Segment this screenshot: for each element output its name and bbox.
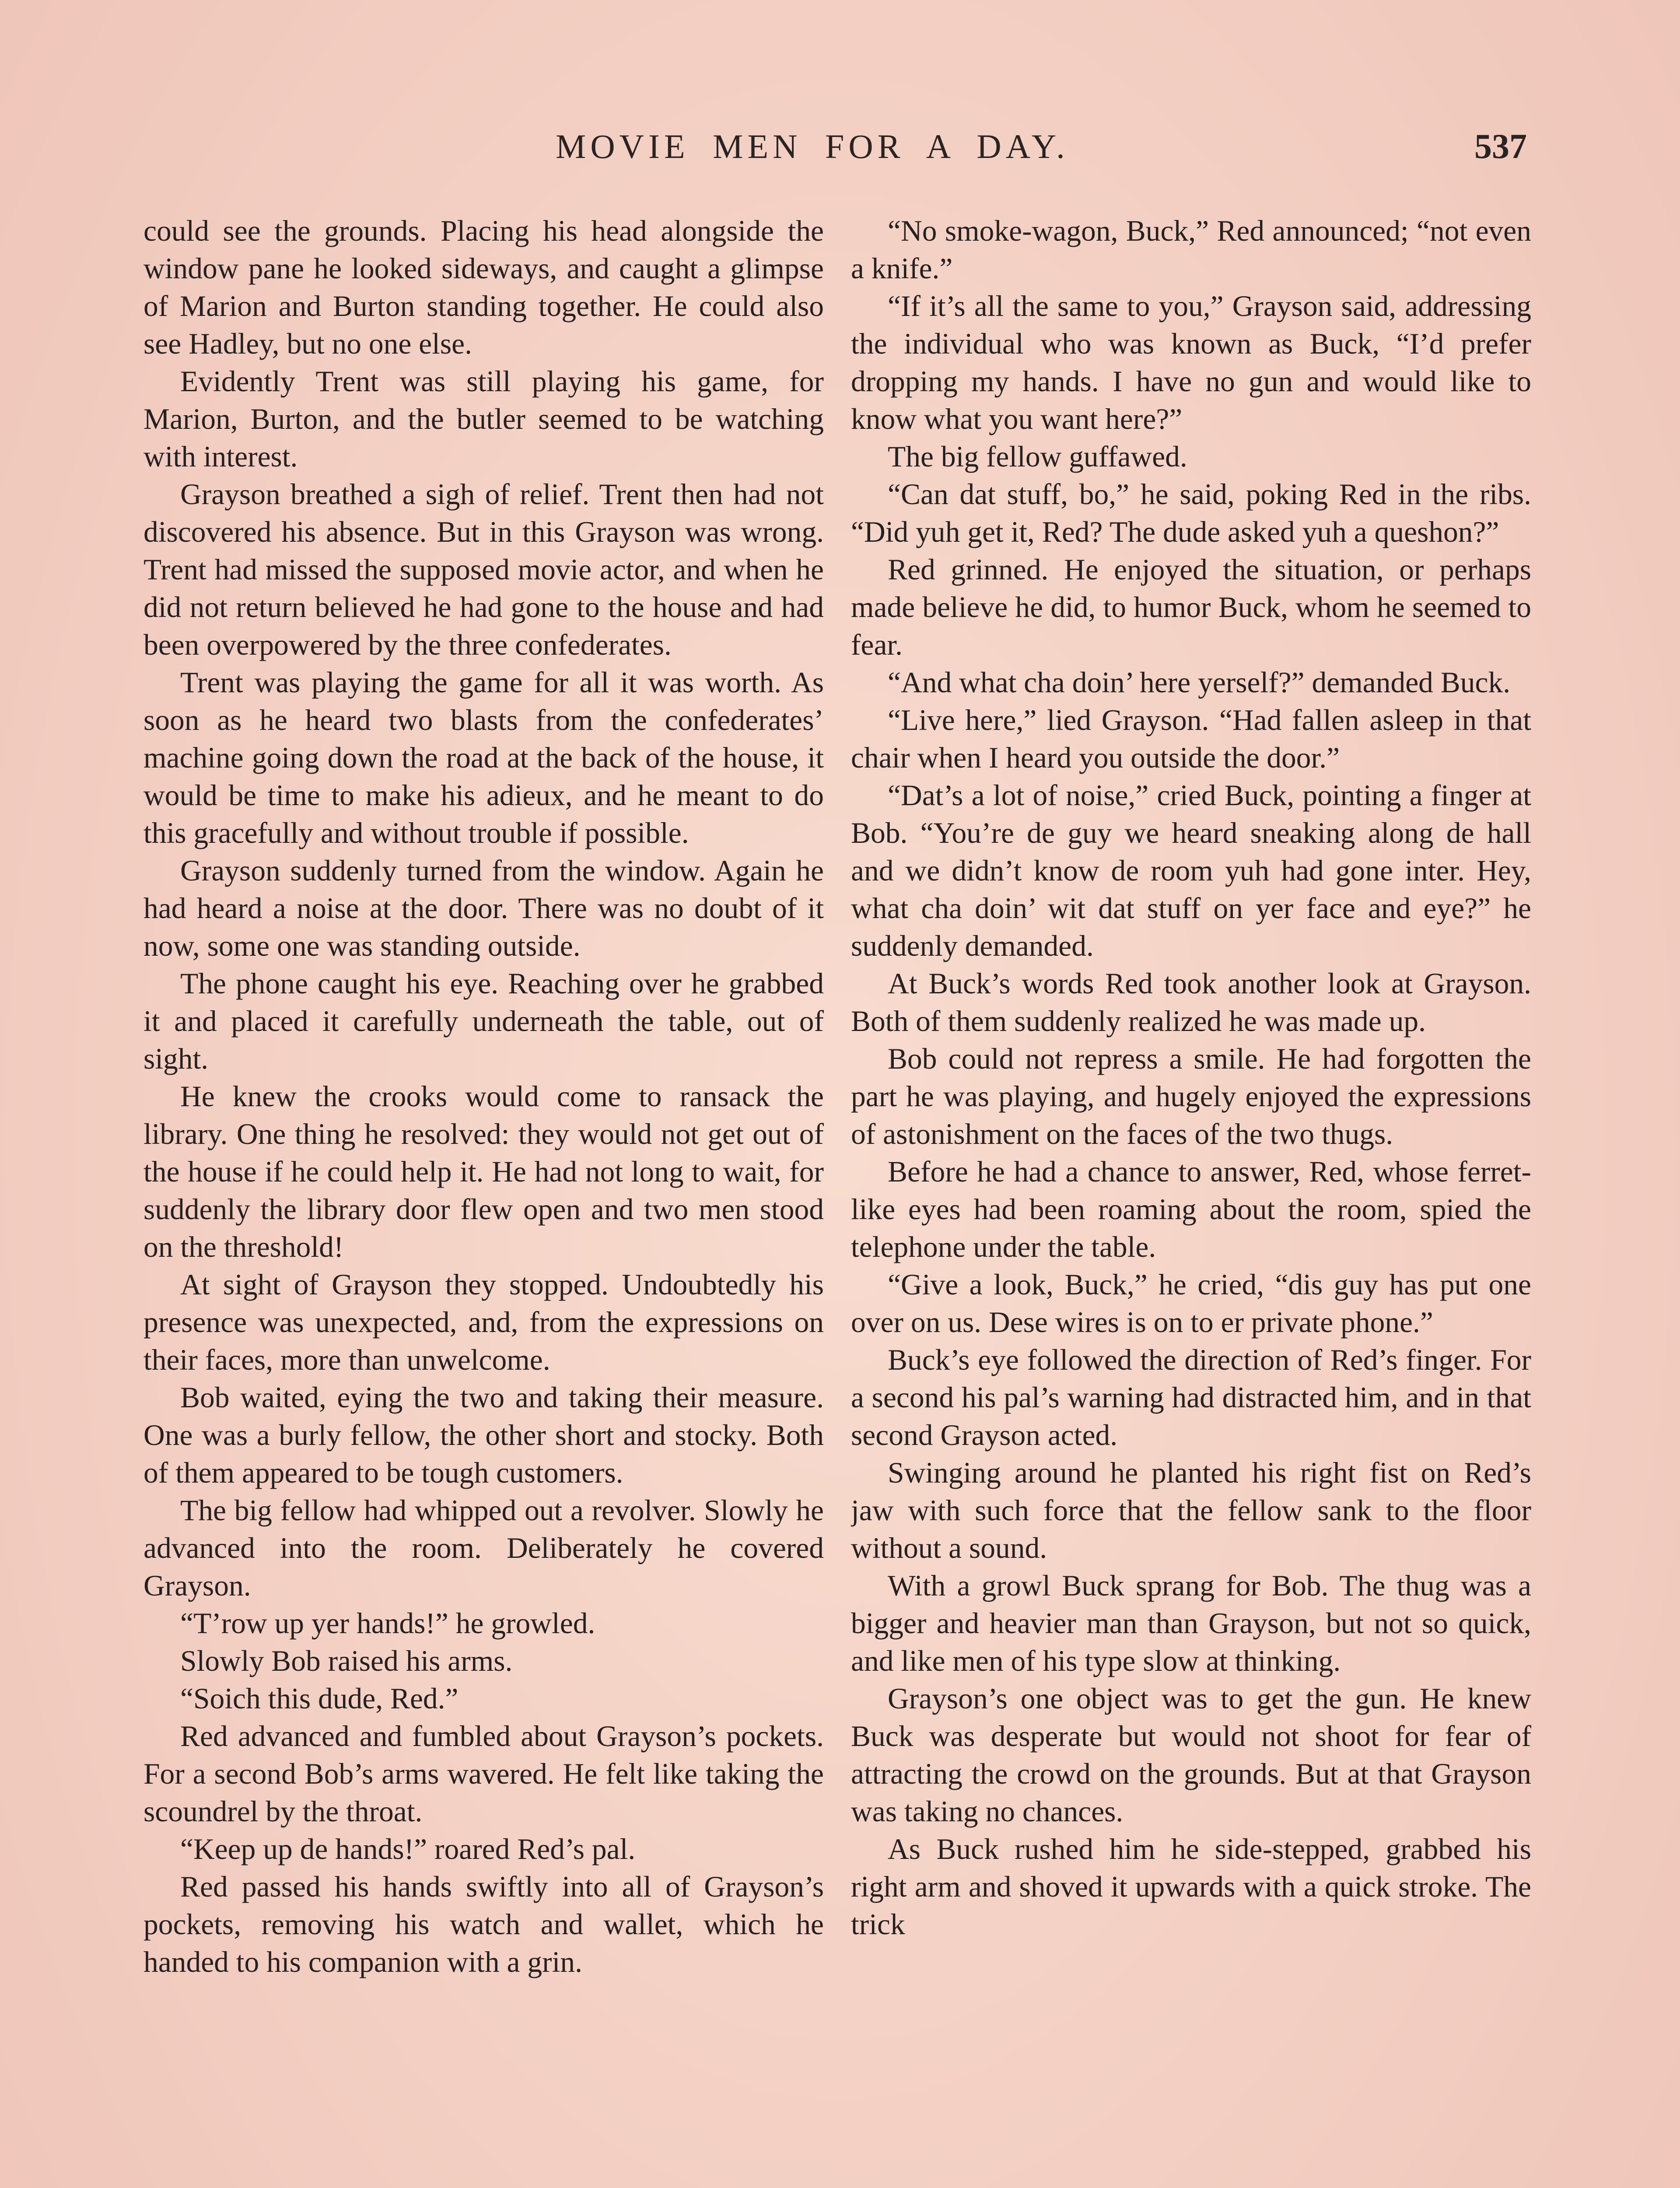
paragraph: At sight of Grayson they stopped. Undoubtedly his presence was unexpected, and, from the expressions on their faces, more than unwelcome.: [144, 1268, 824, 1376]
paragraph: Bob waited, eying the two and taking their measure. One was a burly fellow, the other short and stocky. Both of them appeared to be tough customers.: [144, 1381, 824, 1489]
text-columns: [144, 212, 1531, 2188]
paragraph: “If it’s all the same to you,” Grayson said, addressing the individual who was known as Buck, “I’d prefer dropping my hands. I have no gun and would like to know what you want here?”: [851, 290, 1531, 435]
paragraph: Red advanced and fumbled about Grayson’s pockets. For a second Bob’s arms wavered. He felt like taking the scoundrel by the throat.: [144, 1720, 824, 1828]
paragraph: “Give a look, Buck,” he cried, “dis guy has put one over on us. Dese wires is on to er private phone.”: [851, 1268, 1531, 1339]
paragraph: He knew the crooks would come to ransack the library. One thing he resolved: they would not get out of the house if he could help it. He had not long to wait, for suddenly the library door flew open and two men stood on the threshold!: [144, 1080, 824, 1263]
paragraph: Grayson’s one object was to get the gun. He knew Buck was desperate but would not shoot for fear of attracting the crowd on the grounds. But at that Grayson was taking no chances.: [851, 1682, 1531, 1828]
paragraph: The phone caught his eye. Reaching over he grabbed it and placed it carefully underneath the table, out of sight.: [144, 967, 824, 1075]
paragraph: “No smoke-wagon, Buck,” Red announced; “not even a knife.”: [851, 214, 1531, 285]
paragraph: “Live here,” lied Grayson. “Had fallen asleep in that chair when I heard you outside the door.”: [851, 704, 1531, 774]
paragraph: The big fellow guffawed.: [888, 440, 1187, 473]
paragraph: Trent was playing the game for all it was worth. As soon as he heard two blasts from the confederates’ machine going down the road at the back of the house, it would be time to make his adieux, and he meant to do this gracefully and without trouble if possible.: [144, 666, 824, 849]
paragraph: “Soich this dude, Red.”: [180, 1682, 458, 1715]
running-title: MOVIE MEN FOR A DAY.: [556, 127, 1069, 165]
paragraph: Red grinned. He enjoyed the situation, or perhaps made believe he did, to humor Buck, whom he seemed to fear.: [851, 553, 1531, 661]
right-column: [851, 212, 1531, 2188]
paragraph: Grayson breathed a sigh of relief. Trent then had not discovered his absence. But in this Grayson was wrong. Trent had missed the supposed movie actor, and when he did not return believed he had gone to the house and had been overpowered by the three confederates.: [144, 478, 824, 661]
left-column: [144, 212, 824, 2188]
paragraph: Red passed his hands swiftly into all of Grayson’s pockets, removing his watch and wallet, which he handed to his companion with a grin.: [144, 1870, 824, 1978]
paragraph: The big fellow had whipped out a revolver. Slowly he advanced into the room. Deliberately he covered Grayson.: [144, 1494, 824, 1602]
paragraph: Swinging around he planted his right fist on Red’s jaw with such force that the fellow sank to the floor without a sound.: [851, 1456, 1531, 1564]
paragraph: Evidently Trent was still playing his game, for Marion, Burton, and the butler seemed to be watching with interest.: [144, 365, 824, 473]
paragraph: could see the grounds. Placing his head alongside the window pane he looked sideways, and caught a glimpse of Marion and Burton standing together. He could also see Hadley, but no one else.: [144, 214, 824, 360]
running-head: [0, 127, 1680, 179]
paragraph: At Buck’s words Red took another look at Grayson. Both of them suddenly realized he was made up.: [851, 967, 1531, 1038]
paragraph: Grayson suddenly turned from the window. Again he had heard a noise at the door. There was no doubt of it now, some one was standing outside.: [144, 854, 824, 962]
paragraph: “Can dat stuff, bo,” he said, poking Red in the ribs. “Did yuh get it, Red? The dude asked yuh a queshon?”: [851, 478, 1531, 548]
paragraph: With a growl Buck sprang for Bob. The thug was a bigger and heavier man than Grayson, but not so quick, and like men of his type slow at thinking.: [851, 1569, 1531, 1677]
paragraph: Slowly Bob raised his arms.: [180, 1645, 513, 1677]
paragraph: “Dat’s a lot of noise,” cried Buck, pointing a finger at Bob. “You’re de guy we heard sneaking along de hall and we didn’t know de room yuh had gone inter. Hey, what cha doin’ wit dat stuff on yer face and eye?” he suddenly demanded.: [851, 779, 1531, 962]
paragraph: Bob could not repress a smile. He had forgotten the part he was playing, and hugely enjoyed the expressions of astonishment on the faces of the two thugs.: [851, 1042, 1531, 1150]
page-number: 537: [1474, 127, 1527, 166]
paragraph: “And what cha doin’ here yerself?” demanded Buck.: [888, 666, 1511, 699]
paragraph: Before he had a chance to answer, Red, whose ferret-like eyes had been roaming about the room, spied the telephone under the table.: [851, 1155, 1531, 1263]
paragraph: “Keep up de hands!” roared Red’s pal.: [180, 1833, 636, 1865]
paragraph: “T’row up yer hands!” he growled.: [180, 1607, 595, 1640]
paragraph: As Buck rushed him he side-stepped, grabbed his right arm and shoved it upwards with a quick stroke. The trick: [851, 1833, 1531, 1941]
paragraph: Buck’s eye followed the direction of Red’s finger. For a second his pal’s warning had distracted him, and in that second Grayson acted.: [851, 1343, 1531, 1452]
